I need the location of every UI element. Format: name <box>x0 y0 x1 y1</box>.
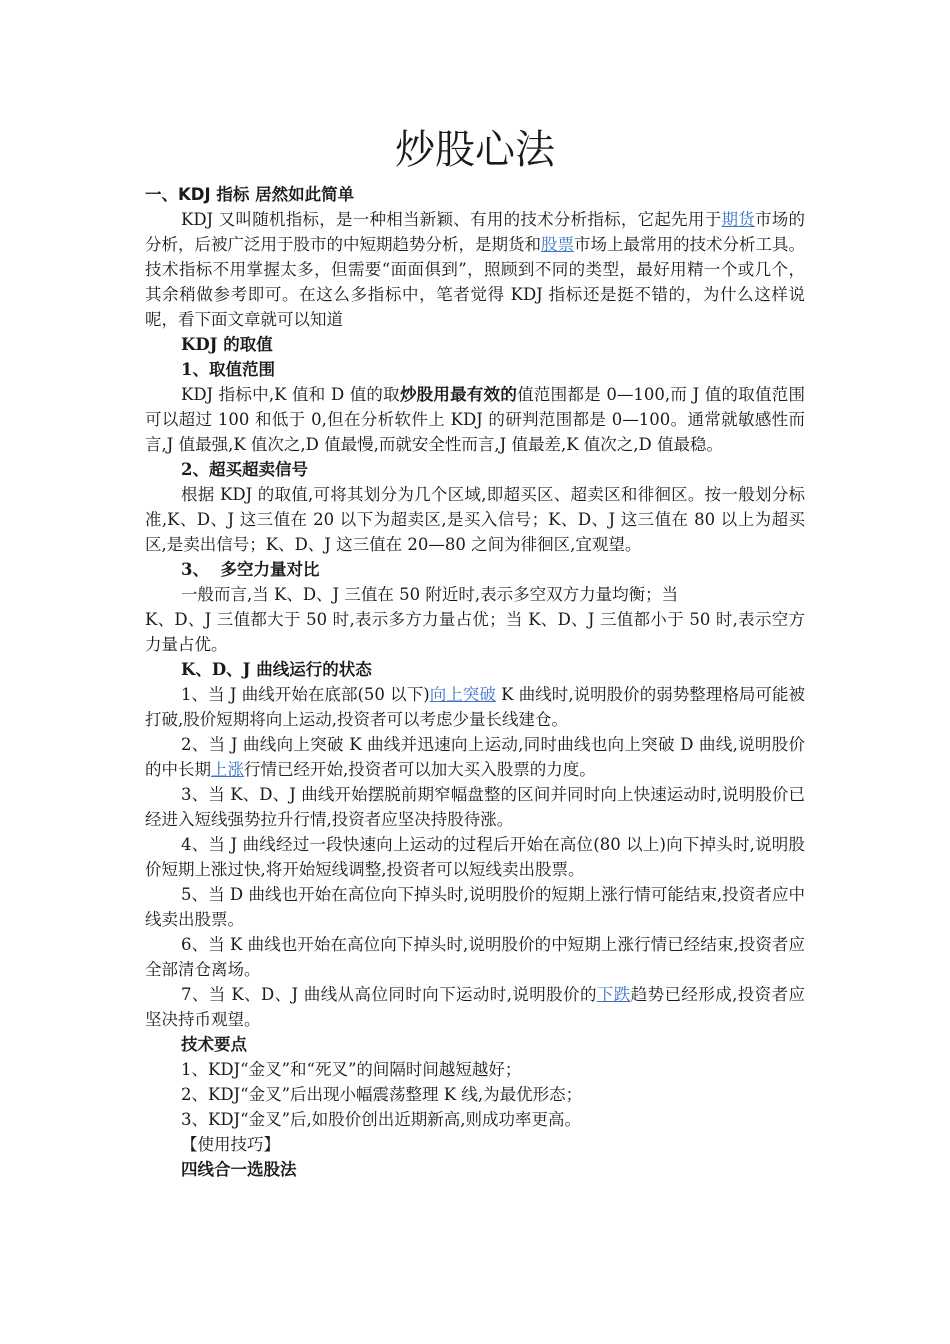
range-text-2: 值范围都是 0—100,而 J 值的取值范围可以超过 100 和低于 0,但在分析软件上 KDJ 的研判范围都是 0—100。通常就敏感性而言,J 值最强,K 值次之,D 值最慢,而就安全性而言,J 值最差,K 值次之,D 值最稳。 <box>145 385 806 454</box>
power-line-2: K、D、J 三值都大于 50 时,表示多方力量占优；当 K、D、J 三值都小于 50 时,表示空方力量占优。 <box>145 610 805 654</box>
curve-item-2 <box>145 732 805 782</box>
power-heading: 3、 多空力量对比 <box>181 560 320 579</box>
curve-item-4: 4、当 J 曲线经过一段快速向上运动的过程后开始在高位(80 以上)向下掉头时,说明股价短期上涨过快,将开始短线调整,投资者可以短线卖出股票。 <box>145 835 805 879</box>
tech-item: 2、KDJ“金叉”后出现小幅震荡整理 K 线,为最优形态； <box>181 1085 583 1104</box>
curve-item-1 <box>145 682 805 732</box>
link-futures[interactable]: 期货 <box>721 210 755 229</box>
link-fall[interactable]: 下跌 <box>596 985 631 1004</box>
curve-1-text-b: K 曲线时,说明股价的弱势整理格局可能被打破,股价短期将向上运动,投资者可以考虑少量长线建仓。 <box>145 685 805 729</box>
range-text-1: KDJ 指标中,K 值和 D 值的取 <box>181 385 400 404</box>
kdj-value-heading: KDJ 的取值 <box>181 335 273 354</box>
signal-paragraph: 根据 KDJ 的取值,可将其划分为几个区域,即超买区、超卖区和徘徊区。按一般划分标准,K、D、J 这三值在 20 以下为超卖区,是买入信号；K、D、J 这三值在 80 以上为超买区,是卖出信号；K、D、J 这三值在 20—80 之间为徘徊区,宜观望。 <box>145 485 805 554</box>
intro-text-3: 市场上最常用的技术分析工具。技术指标不用掌握太多，但需要“面面俱到”，照顾到不同的类型，最好用精一个或几个，其余稍做参考即可。在这么多指标中，笔者觉得 KDJ 指标还是挺不错的，为什么这样说呢，看下面文章就可以知道 <box>145 235 805 329</box>
curve-1-text-a: 1、当 J 曲线开始在底部(50 以下) <box>181 685 430 704</box>
section-heading-kdj: 一、KDJ 指标 居然如此简单 <box>145 185 355 204</box>
link-rise[interactable]: 上涨 <box>211 760 244 779</box>
range-heading: 1、取值范围 <box>181 360 275 379</box>
usage-heading: 【使用技巧】 <box>181 1135 280 1154</box>
four-line-heading: 四线合一选股法 <box>181 1160 297 1179</box>
curve-2-text-a: 2、当 J 曲线向上突破 K 曲线并迅速向上运动,同时曲线也向上突破 D 曲线,说明股价的中长期 <box>145 735 805 779</box>
curve-item-3: 3、当 K、D、J 曲线开始摆脱前期窄幅盘整的区间并同时向上快速运动时,说明股价已经进入短线强势拉升行情,投资者应坚决持股待涨。 <box>145 785 805 829</box>
tech-heading: 技术要点 <box>181 1035 247 1054</box>
range-paragraph <box>145 382 805 457</box>
page-title: 炒股心法 <box>395 127 555 173</box>
intro-text-1: KDJ 又叫随机指标，是一种相当新颖、有用的技术分析指标，它起先用于 <box>181 210 722 229</box>
tech-item: 3、KDJ“金叉”后,如股价创出近期新高,则成功率更高。 <box>181 1110 582 1129</box>
curve-heading: K、D、J 曲线运行的状态 <box>181 660 372 679</box>
range-bold-text: 炒股用最有效的 <box>399 385 518 404</box>
tech-item: 1、KDJ“金叉”和“死叉”的间隔时间越短越好； <box>181 1060 522 1079</box>
curve-7-text-b: 趋势已经形成,投资者应坚决持币观望。 <box>145 985 805 1029</box>
intro-paragraph <box>145 207 805 332</box>
document-page <box>145 118 805 1182</box>
link-stocks[interactable]: 股票 <box>541 235 574 254</box>
curve-item-6: 6、当 K 曲线也开始在高位向下掉头时,说明股价的中短期上涨行情已经结束,投资者应全部清仓离场。 <box>145 935 805 979</box>
signal-heading: 2、超买超卖信号 <box>181 460 308 479</box>
link-break-up[interactable]: 向上突破 <box>429 685 496 704</box>
power-line-1: 一般而言,当 K、D、J 三值在 50 附近时,表示多空双方力量均衡；当 <box>181 585 679 604</box>
curve-2-text-b: 行情已经开始,投资者可以加大买入股票的力度。 <box>244 760 596 779</box>
curve-item-7 <box>145 982 805 1032</box>
curve-item-5: 5、当 D 曲线也开始在高位向下掉头时,说明股价的短期上涨行情可能结束,投资者应中线卖出股票。 <box>145 885 805 929</box>
intro-text-2: 市场的分析，后被广泛用于股市的中短期趋势分析，是期货和 <box>145 210 806 254</box>
curve-7-text-a: 7、当 K、D、J 曲线从高位同时向下运动时,说明股价的 <box>181 985 597 1004</box>
